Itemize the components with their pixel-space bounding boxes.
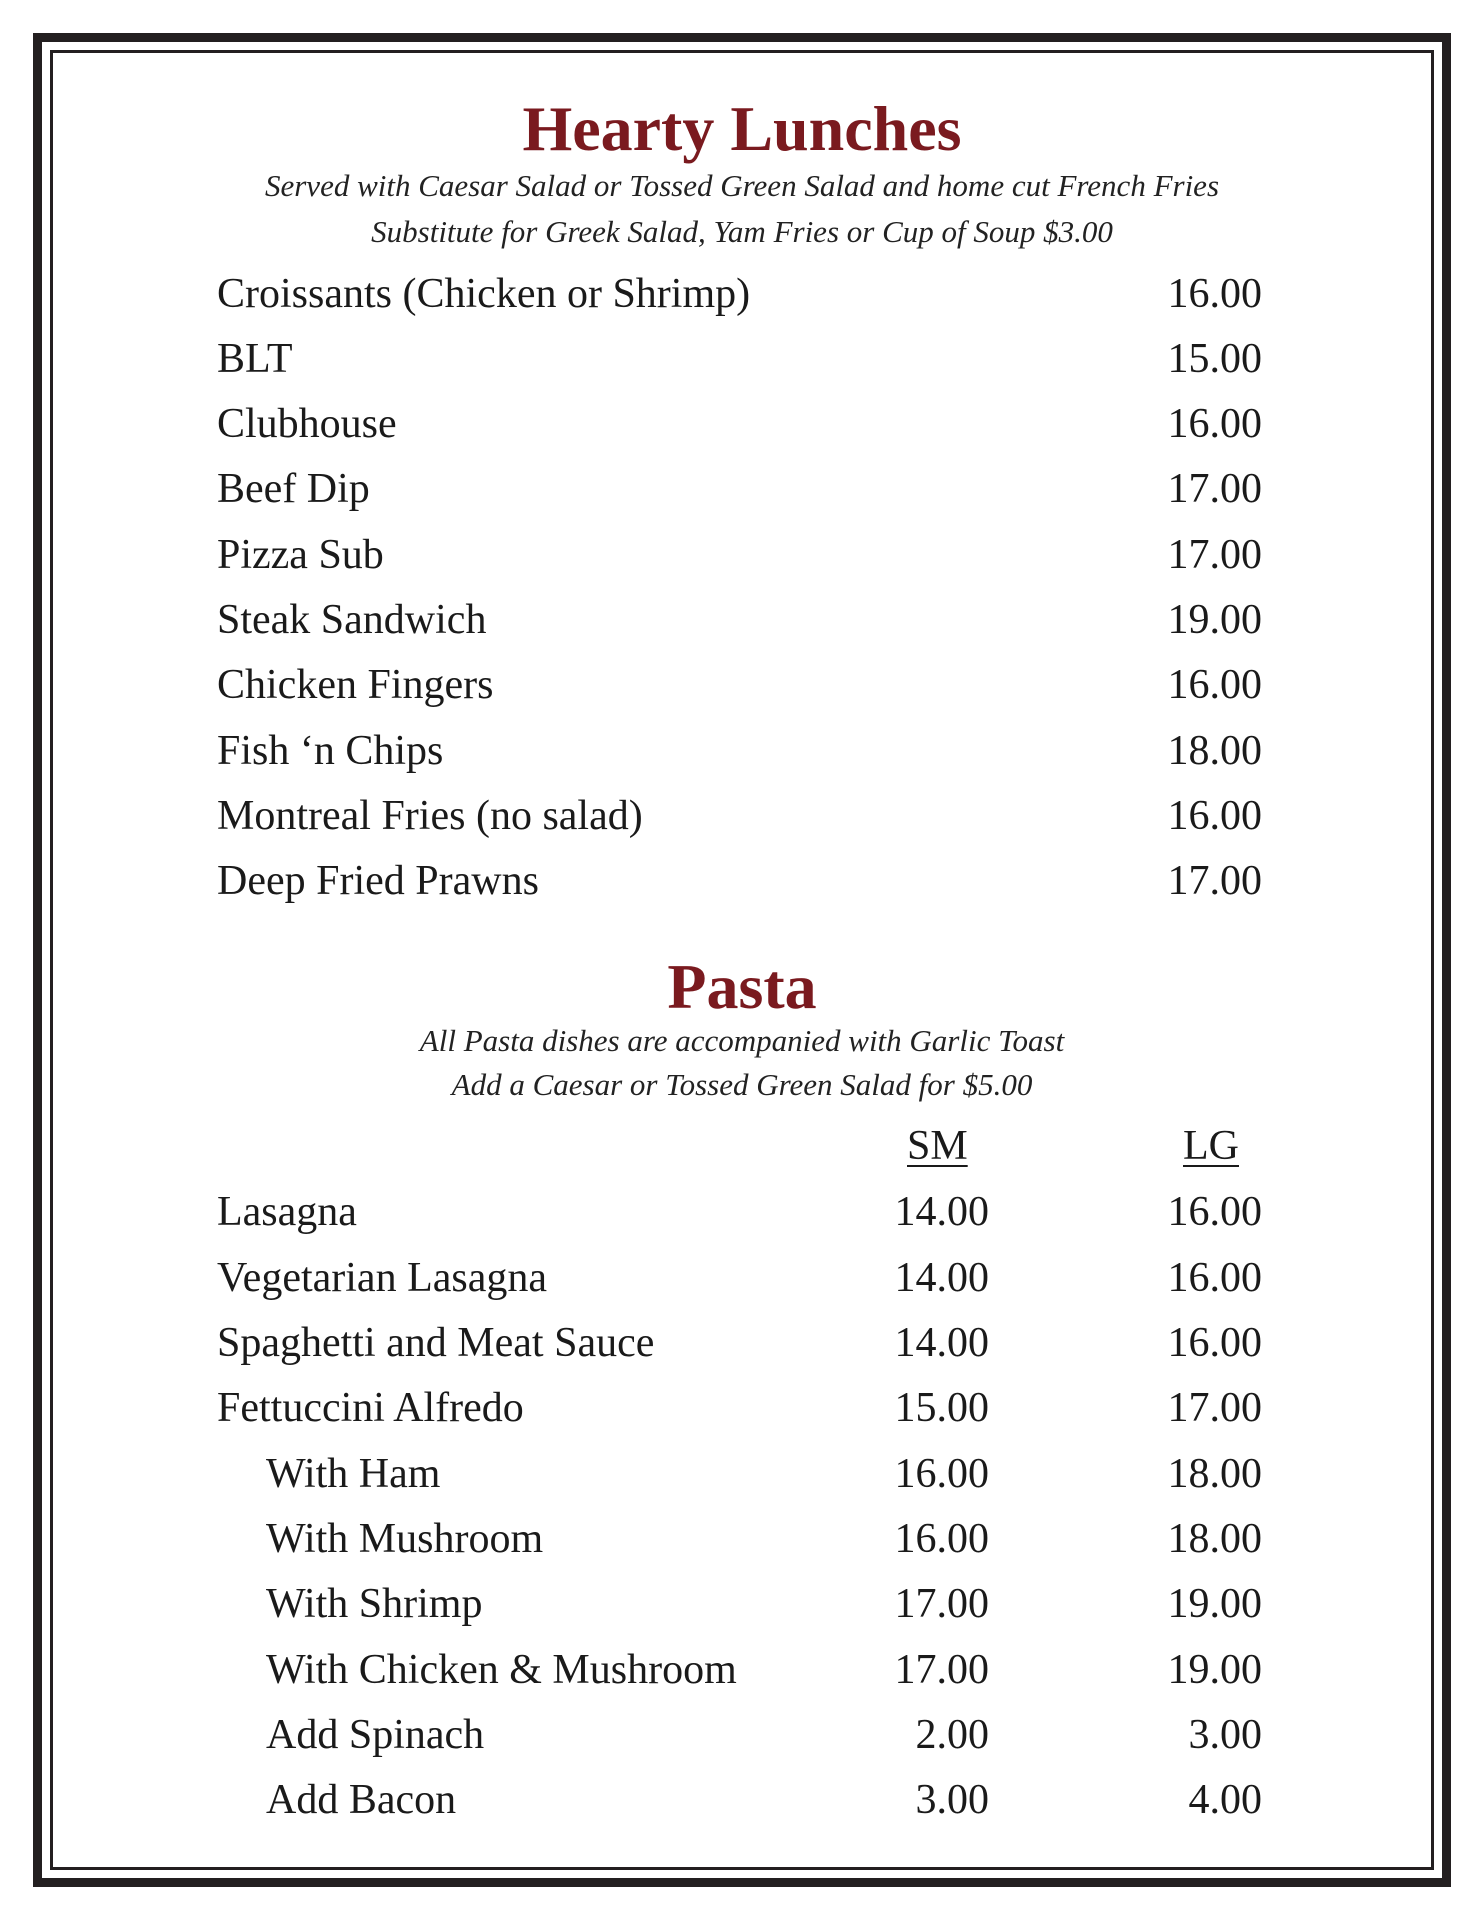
item-name: Fish ‘n Chips <box>217 728 444 774</box>
list-item <box>0 726 1484 776</box>
item-name: Add Spinach <box>266 1712 485 1758</box>
item-price-large: 19.00 <box>1167 1581 1262 1627</box>
item-price-large: 19.00 <box>1167 1647 1262 1693</box>
item-price-large: 16.00 <box>1167 1320 1262 1366</box>
item-price: 16.00 <box>1167 662 1262 708</box>
item-name: BLT <box>217 336 293 382</box>
pasta-title: Pasta <box>667 951 817 1022</box>
list-item <box>0 1514 1484 1564</box>
item-name: Add Bacon <box>266 1777 457 1823</box>
list-item <box>0 334 1484 384</box>
item-price: 17.00 <box>1167 466 1262 512</box>
item-price-small: 2.00 <box>915 1712 989 1758</box>
item-name: Montreal Fries (no salad) <box>217 793 643 839</box>
list-item <box>0 1449 1484 1499</box>
item-name: Steak Sandwich <box>217 597 487 643</box>
item-price-large: 17.00 <box>1167 1385 1262 1431</box>
list-item <box>0 1710 1484 1760</box>
list-item <box>0 1253 1484 1303</box>
item-price-large: 18.00 <box>1167 1451 1262 1497</box>
item-price-small: 16.00 <box>894 1516 989 1562</box>
item-price-small: 14.00 <box>894 1189 989 1235</box>
list-item <box>0 791 1484 841</box>
item-price-large: 3.00 <box>1188 1712 1262 1758</box>
item-price-large: 18.00 <box>1167 1516 1262 1562</box>
item-price-large: 4.00 <box>1188 1777 1262 1823</box>
item-price-small: 15.00 <box>894 1385 989 1431</box>
item-name: Lasagna <box>217 1189 357 1235</box>
list-item <box>0 660 1484 710</box>
item-price-large: 16.00 <box>1167 1189 1262 1235</box>
list-item <box>0 1645 1484 1695</box>
lunches-subtitle-2: Substitute for Greek Salad, Yam Fries or Cup of Soup $3.00 <box>371 214 1113 249</box>
item-name: Pizza Sub <box>217 532 384 578</box>
list-item <box>0 1318 1484 1368</box>
item-price-small: 16.00 <box>894 1451 989 1497</box>
item-price: 16.00 <box>1167 271 1262 317</box>
column-header-sm: SM <box>907 1123 968 1169</box>
pasta-subtitle-2: Add a Caesar or Tossed Green Salad for $5.00 <box>451 1067 1033 1102</box>
list-item <box>0 856 1484 906</box>
list-item <box>0 595 1484 645</box>
list-item <box>0 1775 1484 1825</box>
list-item <box>0 530 1484 580</box>
item-name: Spaghetti and Meat Sauce <box>217 1320 655 1366</box>
item-name: Vegetarian Lasagna <box>217 1255 547 1301</box>
item-price: 18.00 <box>1167 728 1262 774</box>
lunches-subtitle-1: Served with Caesar Salad or Tossed Green Salad and home cut French Fries <box>264 168 1220 203</box>
lunches-title: Hearty Lunches <box>522 93 962 164</box>
list-item <box>0 399 1484 449</box>
item-name: With Ham <box>266 1451 441 1497</box>
list-item <box>0 1383 1484 1433</box>
item-name: Croissants (Chicken or Shrimp) <box>217 271 751 317</box>
pasta-subtitle-1: All Pasta dishes are accompanied with Garlic Toast <box>419 1023 1065 1058</box>
item-name: Clubhouse <box>217 401 397 447</box>
list-item <box>0 464 1484 514</box>
item-name: With Shrimp <box>266 1581 483 1627</box>
column-header-lg: LG <box>1183 1123 1239 1169</box>
item-price: 19.00 <box>1167 597 1262 643</box>
item-price: 15.00 <box>1167 336 1262 382</box>
item-name: With Mushroom <box>266 1516 544 1562</box>
item-name: Chicken Fingers <box>217 662 494 708</box>
item-price: 17.00 <box>1167 858 1262 904</box>
item-price-small: 14.00 <box>894 1320 989 1366</box>
item-name: With Chicken & Mushroom <box>266 1647 737 1693</box>
item-price-small: 17.00 <box>894 1581 989 1627</box>
item-price-large: 16.00 <box>1167 1255 1262 1301</box>
item-name: Beef Dip <box>217 466 370 512</box>
item-name: Fettuccini Alfredo <box>217 1385 524 1431</box>
list-item <box>0 1579 1484 1629</box>
item-price: 17.00 <box>1167 532 1262 578</box>
item-name: Deep Fried Prawns <box>217 858 539 904</box>
list-item <box>0 269 1484 319</box>
item-price-small: 3.00 <box>915 1777 989 1823</box>
item-price-small: 17.00 <box>894 1647 989 1693</box>
item-price: 16.00 <box>1167 401 1262 447</box>
list-item <box>0 1187 1484 1237</box>
item-price-small: 14.00 <box>894 1255 989 1301</box>
item-price: 16.00 <box>1167 793 1262 839</box>
